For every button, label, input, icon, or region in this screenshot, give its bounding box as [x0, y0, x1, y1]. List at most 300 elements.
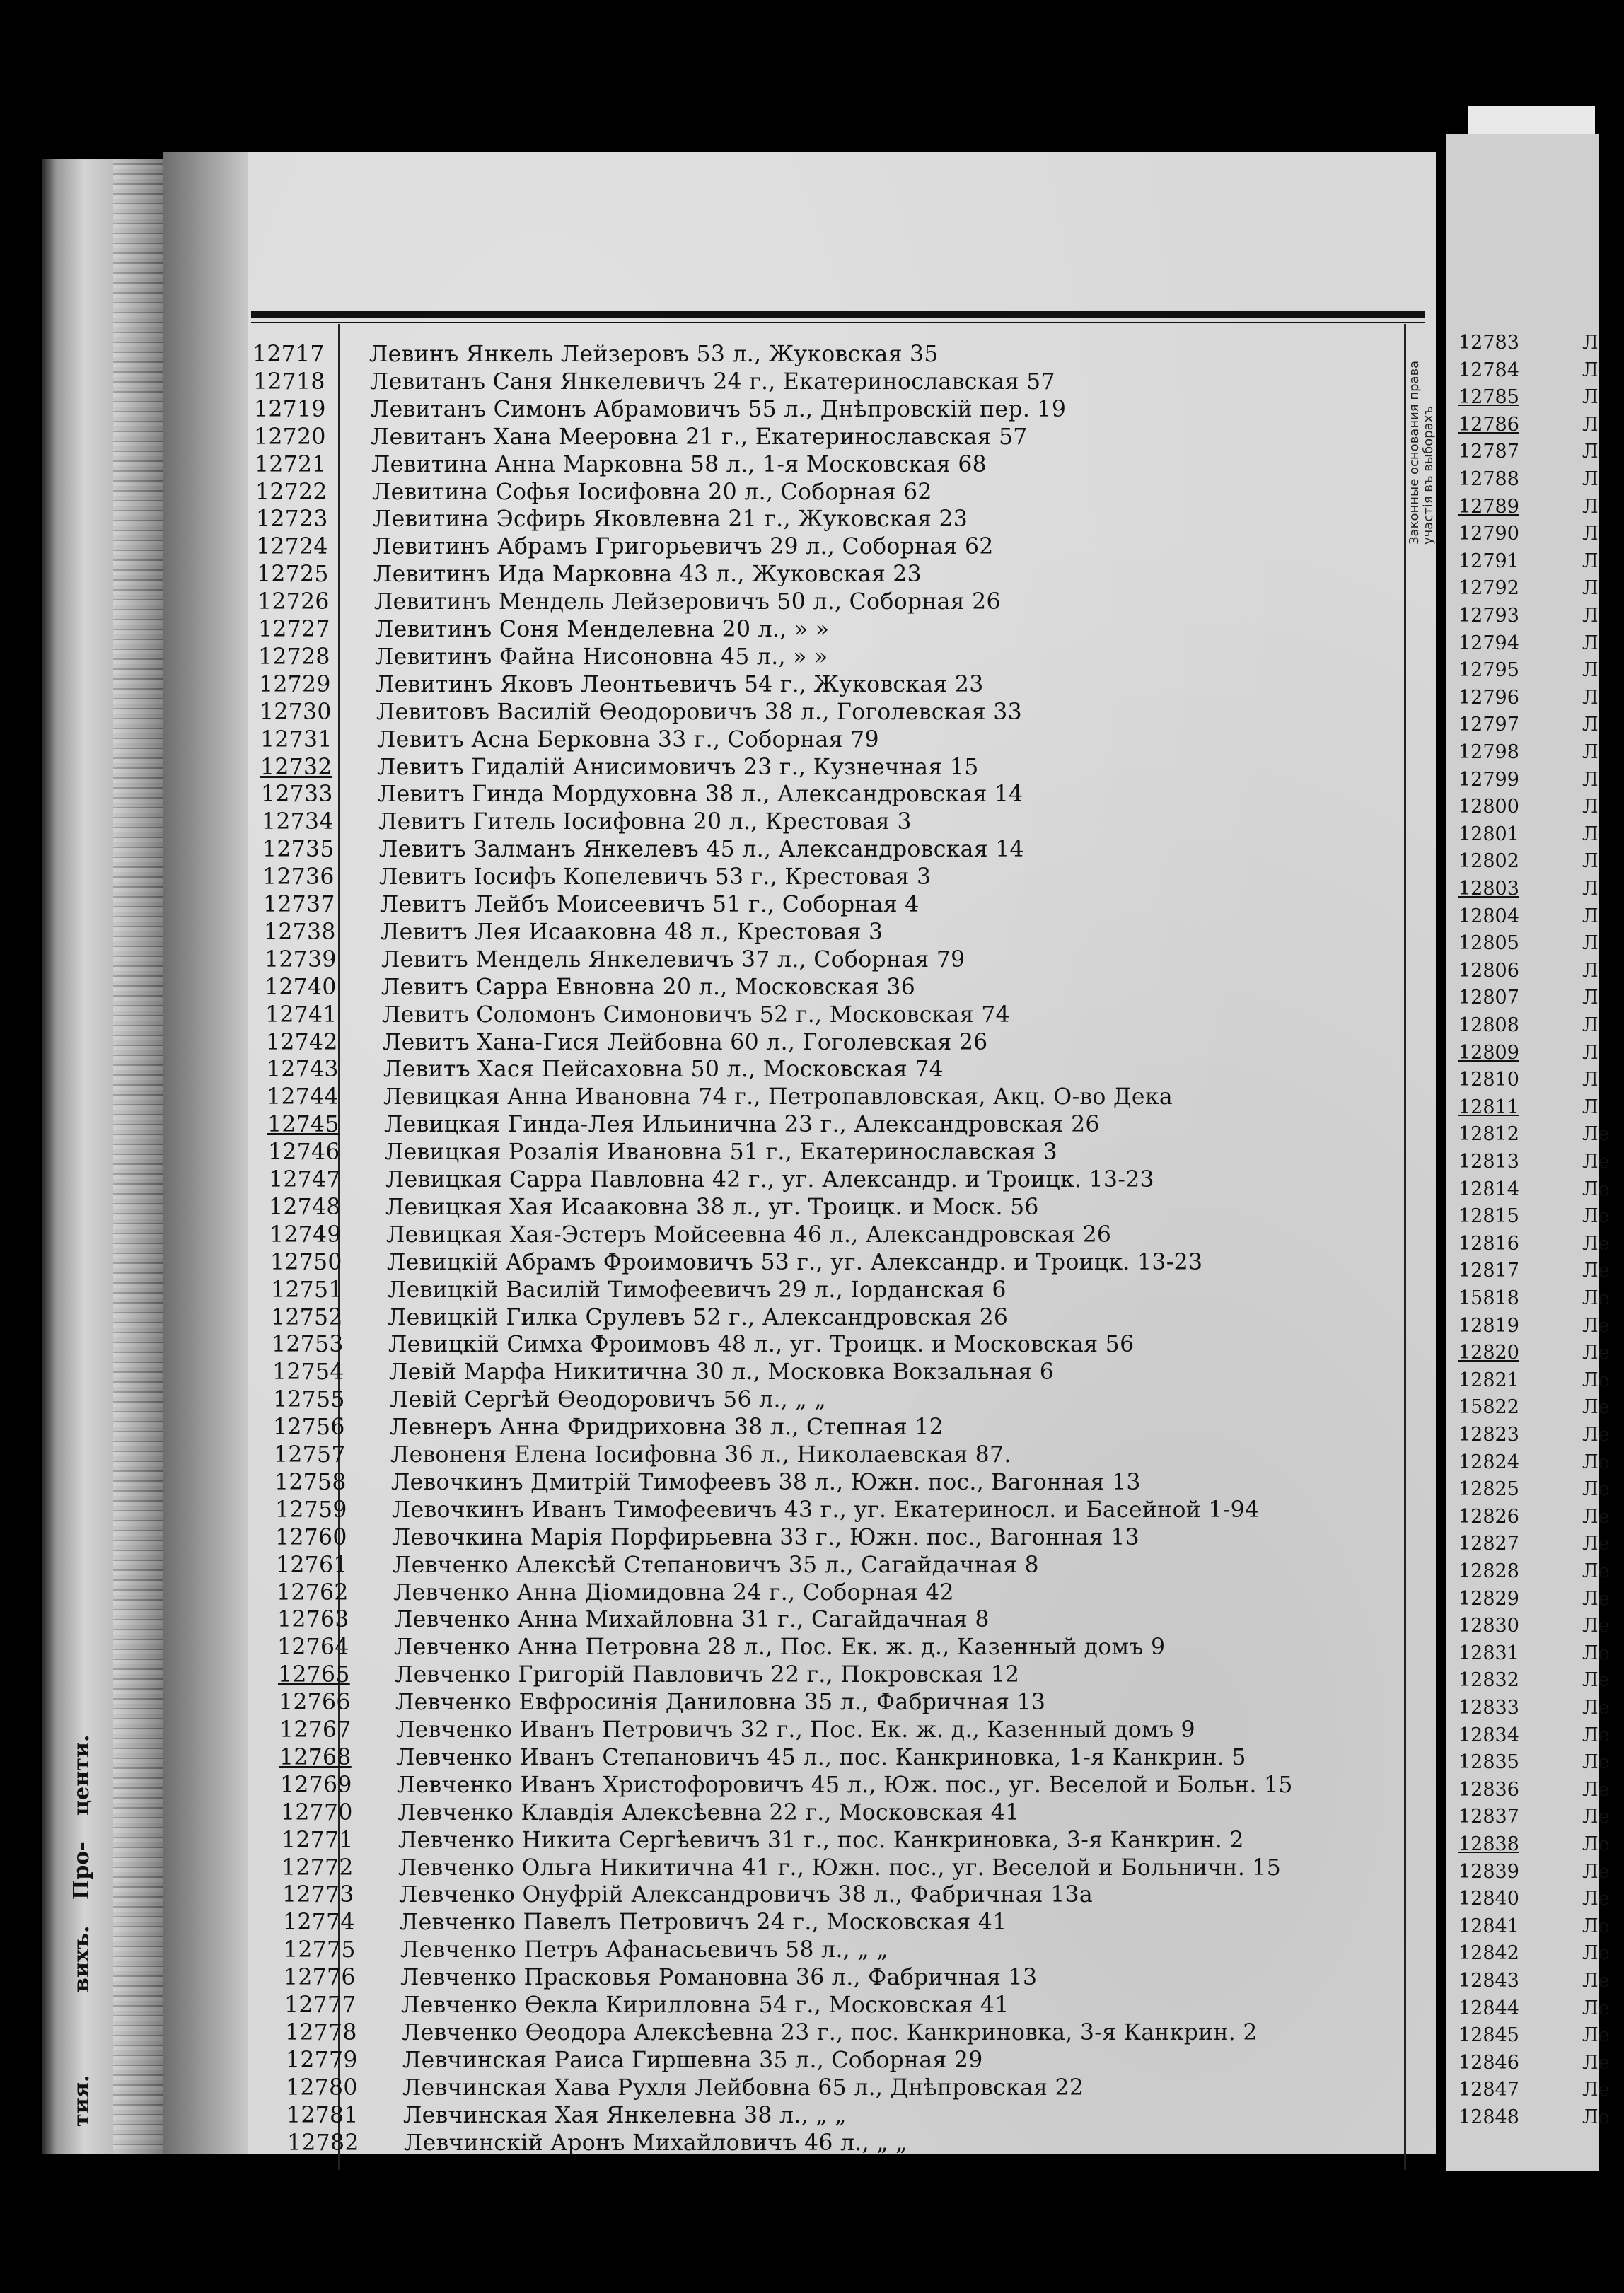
- facing-entry-text: Ле: [1582, 1724, 1610, 1746]
- facing-entry: [1458, 384, 1599, 410]
- facing-entry-text: Ле: [1582, 1287, 1610, 1309]
- entry-text: Левитанъ Хана Мееровна 21 г., Екатеринославская 57: [371, 424, 1028, 450]
- facing-entry-text: Ле: [1582, 1424, 1610, 1446]
- entry-number: 12780: [286, 2075, 358, 2101]
- header-rule-thin: [251, 322, 1425, 323]
- facing-entry: [1458, 1613, 1610, 1639]
- entry-text: Левитъ Мендель Янкелевичъ 37 л., Соборная 79: [381, 947, 965, 973]
- facing-entry-number: 12840: [1458, 1888, 1519, 1910]
- facing-entry: [1458, 1504, 1610, 1530]
- entry-number: 12748: [269, 1195, 341, 1220]
- entry-text: Левченко Прасковья Романовна 36 л., Фабричная 13: [400, 1965, 1038, 1990]
- facing-entry-text: Ле: [1582, 1369, 1610, 1391]
- facing-entry-number: 12846: [1458, 2052, 1519, 2074]
- facing-entry-number: 12803: [1458, 878, 1519, 900]
- entry-number: 12718: [253, 369, 325, 395]
- facing-entry: [1458, 630, 1599, 656]
- facing-entry-text: Ле: [1582, 2024, 1610, 2046]
- facing-entry: [1458, 330, 1599, 356]
- facing-entry-number: 12830: [1458, 1615, 1519, 1637]
- facing-entry-text: Ле: [1582, 1560, 1610, 1582]
- entry-number: 12768: [279, 1745, 352, 1770]
- facing-entry-text: Ле: [1582, 1888, 1610, 1910]
- entry-text: Левченко Ѳеодора Алексѣевна 23 г., пос. Канкриновка, 3-я Канкрин. 2: [402, 2020, 1258, 2045]
- facing-entry-number: 12810: [1458, 1069, 1519, 1091]
- facing-entry-text: Ле: [1582, 1942, 1610, 1964]
- facing-entry-number: 12805: [1458, 932, 1519, 954]
- entry-text: Левочкинъ Дмитрій Тимофеевъ 38 л., Южн. пос., Вагонная 13: [391, 1470, 1141, 1495]
- facing-entry-number: 12786: [1458, 414, 1519, 436]
- facing-entry: [1458, 1313, 1610, 1339]
- entry-number: 12755: [273, 1387, 345, 1412]
- facing-entry-text: Л: [1582, 632, 1599, 654]
- entry-number: 12778: [285, 2020, 357, 2045]
- entry-number: 12720: [254, 424, 326, 450]
- entry-number: 12781: [286, 2103, 359, 2128]
- facing-entry-text: Ле: [1582, 1451, 1610, 1473]
- entry-number: 12727: [258, 617, 330, 642]
- facing-entry-number: 12787: [1458, 441, 1519, 463]
- entry-number: 12776: [284, 1965, 356, 1990]
- facing-entry-number: 12838: [1458, 1833, 1519, 1855]
- entry-text: Левитъ Хана-Гися Лейбовна 60 л., Гоголевская 26: [383, 1030, 988, 1055]
- facing-entry: [1458, 1558, 1610, 1584]
- page-edges: [113, 159, 163, 2154]
- facing-entry: [1458, 876, 1599, 902]
- facing-entry: [1458, 1394, 1610, 1420]
- entry-text: Левитъ Залманъ Янкелевъ 45 л., Александровская 14: [379, 837, 1024, 862]
- facing-entry-number: 12792: [1458, 577, 1519, 599]
- entry-text: Левитинъ Файна Нисоновна 45 л., » »: [375, 644, 828, 670]
- entry-text: Левитина Анна Марковна 58 л., 1-я Московская 68: [371, 452, 987, 477]
- margin-column-divider: [1404, 324, 1406, 2170]
- entry-text: Левитина Эсфирь Яковлевна 21 г., Жуковская 23: [373, 506, 968, 532]
- facing-entry-number: 12801: [1458, 823, 1519, 845]
- entry-number: 12752: [271, 1305, 343, 1330]
- facing-entry: [1458, 521, 1599, 547]
- entry-number: 12774: [283, 1910, 355, 1935]
- facing-entry-text: Ле: [1582, 1233, 1610, 1255]
- facing-entry: [1458, 930, 1599, 956]
- facing-entry: [1458, 603, 1599, 629]
- entry-number: 12736: [262, 864, 335, 890]
- facing-entry-text: Ле: [1582, 1260, 1610, 1282]
- entry-number: 12750: [270, 1250, 342, 1275]
- facing-entry-number: 12804: [1458, 905, 1519, 927]
- entry-text: Левитанъ Симонъ Абрамовичъ 55 л., Днѣпровскій пер. 19: [371, 397, 1067, 422]
- facing-entry-text: Ле: [1582, 1315, 1610, 1337]
- entry-number: 12753: [272, 1332, 344, 1357]
- facing-entry: [1458, 794, 1599, 820]
- facing-entry: [1458, 821, 1599, 847]
- facing-entry-number: 12816: [1458, 1233, 1519, 1255]
- facing-entry-text: Л: [1582, 987, 1599, 1009]
- facing-entry-text: Ле: [1582, 1588, 1610, 1610]
- entry-text: Левченко Иванъ Христофоровичъ 45 л., Юж. пос., уг. Веселой и Больн. 15: [397, 1772, 1293, 1798]
- spine-label: вихъ.: [69, 1925, 94, 1993]
- facing-entry-number: 12828: [1458, 1560, 1519, 1582]
- facing-entry-text: Ле: [1582, 1861, 1610, 1883]
- facing-entry-number: 12796: [1458, 687, 1519, 709]
- entry-number: 12724: [256, 534, 328, 559]
- facing-entry: [1458, 1285, 1610, 1311]
- entry-number: 12751: [271, 1277, 343, 1303]
- facing-entry-number: 12812: [1458, 1123, 1519, 1145]
- facing-entry-text: Ле: [1582, 1697, 1610, 1719]
- facing-entry-number: 12789: [1458, 496, 1519, 518]
- facing-entry: [1458, 1722, 1610, 1748]
- entry-text: Левитанъ Саня Янкелевичъ 24 г., Екатеринославская 57: [370, 369, 1055, 395]
- entry-text: Левицкій Василій Тимофеевичъ 29 л., Іорданская 6: [388, 1277, 1007, 1303]
- entry-text: Левій Сергѣй Ѳеодоровичъ 56 л., „ „: [390, 1387, 826, 1412]
- entry-text: Левченко Иванъ Петровичъ 32 г., Пос. Ек. ж. д., Казенный домъ 9: [396, 1717, 1195, 1743]
- facing-entry-text: Л: [1582, 468, 1599, 490]
- facing-entry: [1458, 958, 1599, 984]
- entry-text: Левитинъ Абрамъ Григорьевичъ 29 л., Соборная 62: [373, 534, 994, 559]
- entry-number: 12773: [282, 1882, 354, 1908]
- entry-text: Левчинская Хава Рухля Лейбовна 65 л., Днѣпровская 22: [402, 2075, 1084, 2101]
- facing-entry-number: 12797: [1458, 714, 1519, 736]
- facing-entry-number: 12829: [1458, 1588, 1519, 1610]
- entry-text: Левитинъ Яковъ Леонтьевичъ 54 г., Жуковская 23: [376, 672, 984, 697]
- facing-entry-text: Ле: [1582, 1833, 1610, 1855]
- facing-entry-number: 12802: [1458, 850, 1519, 872]
- entry-text: Левчинскій Аронъ Михайловичъ 46 л., „ „: [404, 2130, 907, 2156]
- entry-text: Левченко Григорій Павловичъ 22 г., Покровская 12: [395, 1662, 1020, 1688]
- facing-entry-text: Ле: [1582, 1970, 1610, 1992]
- facing-entry-number: 12821: [1458, 1369, 1519, 1391]
- facing-entry: [1458, 1340, 1610, 1366]
- entry-text: Левитъ Сарра Евновна 20 л., Московская 36: [381, 975, 916, 1000]
- entry-number: 12763: [277, 1607, 349, 1632]
- facing-entry-number: 12820: [1458, 1342, 1519, 1364]
- spine-label: тия.: [69, 2074, 94, 2127]
- facing-entry-text: Ле: [1582, 1615, 1610, 1637]
- entry-number: 12735: [262, 837, 335, 862]
- facing-entry: [1458, 1913, 1610, 1939]
- facing-entry: [1458, 1121, 1610, 1147]
- facing-entry-text: Л: [1582, 386, 1599, 408]
- facing-entry-text: Л: [1582, 550, 1599, 572]
- facing-entry-text: Л: [1582, 659, 1599, 681]
- facing-entry-text: Л: [1582, 414, 1599, 436]
- entry-text: Левченко Иванъ Степановичъ 45 л., пос. Канкриновка, 1-я Канкрин. 5: [396, 1745, 1246, 1770]
- facing-entry-number: 12835: [1458, 1751, 1519, 1773]
- entry-number: 12770: [281, 1800, 353, 1825]
- entry-text: Левицкая Розалія Ивановна 51 г., Екатеринославская 3: [385, 1139, 1057, 1165]
- facing-entry: [1458, 1367, 1610, 1393]
- entry-text: Левченко Ѳекла Кирилловна 54 г., Московская 41: [401, 1992, 1009, 2018]
- facing-entry: [1458, 712, 1599, 738]
- entry-text: Левченко Петръ Афанасьевичъ 58 л., „ „: [400, 1937, 888, 1963]
- facing-entry: [1458, 412, 1599, 438]
- entry-text: Левченко Клавдія Алексѣевна 22 г., Московская 41: [398, 1800, 1020, 1825]
- facing-entry-text: Ле: [1582, 1151, 1610, 1173]
- facing-entry-text: Ле: [1582, 1342, 1610, 1364]
- entry-text: Левитъ Іосифъ Копелевичъ 53 г., Крестовая 3: [379, 864, 932, 890]
- margin-column-heading: Законные основания права участія въ выборахъ: [1407, 360, 1436, 545]
- facing-entry-text: Л: [1582, 496, 1599, 518]
- facing-entry-number: 15822: [1458, 1396, 1519, 1418]
- facing-entry: [1458, 1094, 1599, 1120]
- facing-entry-text: Л: [1582, 1014, 1599, 1036]
- facing-entry-text: Ле: [1582, 1806, 1610, 1828]
- facing-entry-text: Л: [1582, 605, 1599, 627]
- facing-entry-number: 12827: [1458, 1533, 1519, 1555]
- facing-entry: [1458, 1203, 1610, 1229]
- facing-entry-number: 12790: [1458, 523, 1519, 545]
- entry-text: Левченко Никита Сергѣевичъ 31 г., пос. Канкриновка, 3-я Канкрин. 2: [398, 1828, 1244, 1853]
- entry-text: Левитинъ Соня Менделевна 20 л., » »: [375, 617, 830, 642]
- facing-entry: [1458, 494, 1599, 520]
- entry-number: 12772: [282, 1855, 354, 1881]
- facing-entry-text: Л: [1582, 1096, 1599, 1118]
- entry-text: Левицкая Гинда-Лея Ильинична 23 г., Александровская 26: [384, 1112, 1100, 1137]
- facing-entry: [1458, 1695, 1610, 1721]
- facing-entry-number: 12807: [1458, 987, 1519, 1009]
- facing-entry: [1458, 1422, 1610, 1448]
- facing-entry: [1458, 1777, 1610, 1803]
- facing-entry-number: 12793: [1458, 605, 1519, 627]
- entry-text: Левченко Евфросинія Даниловна 35 л., Фабричная 13: [395, 1690, 1046, 1715]
- entry-text: Левочкинъ Иванъ Тимофеевичъ 43 г., уг. Екатериносл. и Басейной 1-94: [392, 1497, 1260, 1523]
- entry-text: Левченко Онуфрій Александровичъ 38 л., Фабричная 13а: [399, 1882, 1093, 1908]
- entry-text: Левченко Ольга Никитична 41 г., Южн. пос., уг. Веселой и Больничн. 15: [398, 1855, 1282, 1881]
- entry-number: 12744: [267, 1084, 339, 1110]
- facing-entry-number: 12813: [1458, 1151, 1519, 1173]
- facing-entry-text: Л: [1582, 1069, 1599, 1091]
- facing-entry-number: 12825: [1458, 1478, 1519, 1500]
- entry-number: 12758: [274, 1470, 347, 1495]
- facing-entry-text: Ле: [1582, 1178, 1610, 1200]
- entry-number: 12769: [280, 1772, 352, 1798]
- facing-entry-number: 12833: [1458, 1697, 1519, 1719]
- facing-entry-text: Л: [1582, 523, 1599, 545]
- entry-number: 12725: [257, 562, 329, 587]
- facing-entry-text: Л: [1582, 687, 1599, 709]
- facing-entry-text: Ле: [1582, 2079, 1610, 2101]
- facing-entry: [1458, 1231, 1610, 1257]
- facing-entry: [1458, 357, 1599, 383]
- facing-entry: [1458, 1258, 1610, 1284]
- facing-entry-number: 12834: [1458, 1724, 1519, 1746]
- facing-entry-number: 12845: [1458, 2024, 1519, 2046]
- entry-text: Левитъ Лейбъ Моисеевичъ 51 г., Соборная 4: [380, 892, 920, 917]
- entry-text: Левченко Павелъ Петровичъ 24 г., Московская 41: [400, 1910, 1007, 1935]
- facing-entry: [1458, 848, 1599, 874]
- facing-entry-text: Ле: [1582, 1533, 1610, 1555]
- facing-entry: [1458, 2104, 1610, 2130]
- entry-number: 12717: [253, 342, 325, 367]
- entry-text: Левченко Анна Михайловна 31 г., Сагайдачная 8: [394, 1607, 990, 1632]
- facing-entry: [1458, 466, 1599, 492]
- facing-entry: [1458, 1749, 1610, 1775]
- entry-text: Левицкій Симха Фроимовъ 48 л., уг. Троицк. и Московская 56: [388, 1332, 1135, 1357]
- facing-entry-number: 12798: [1458, 741, 1519, 763]
- entry-text: Левчинская Хая Янкелевна 38 л., „ „: [403, 2103, 847, 2128]
- facing-entry-number: 12815: [1458, 1205, 1519, 1227]
- facing-entry-text: Л: [1582, 714, 1599, 736]
- entry-text: Левитъ Гитель Іосифовна 20 л., Крестовая 3: [378, 809, 912, 835]
- facing-entry-number: 12823: [1458, 1424, 1519, 1446]
- facing-entry-number: 12831: [1458, 1642, 1519, 1664]
- entry-number: 12766: [279, 1690, 351, 1715]
- entry-number: 12738: [264, 919, 336, 945]
- entry-number: 12775: [284, 1937, 356, 1963]
- facing-entry-number: 15818: [1458, 1287, 1519, 1309]
- entry-number: 12757: [274, 1442, 346, 1468]
- facing-entry: [1458, 1067, 1599, 1093]
- entry-number: 12721: [255, 452, 327, 477]
- facing-entry: [1458, 1886, 1610, 1912]
- page-gutter-shadow: [163, 152, 248, 2154]
- facing-entry: [1458, 1831, 1610, 1857]
- entry-number: 12761: [276, 1552, 348, 1578]
- facing-entry: [1458, 1940, 1610, 1966]
- entry-text: Левитовъ Василій Ѳеодоровичъ 38 л., Гоголевская 33: [376, 699, 1022, 725]
- facing-entry-text: Ле: [1582, 2106, 1610, 2128]
- entry-text: Левоненя Елена Іосифовна 36 л., Николаевская 87.: [390, 1442, 1011, 1468]
- facing-entry-text: Ле: [1582, 1779, 1610, 1801]
- facing-entry-number: 12814: [1458, 1178, 1519, 1200]
- facing-entry-number: 12832: [1458, 1669, 1519, 1691]
- entry-number: 12726: [257, 589, 330, 615]
- facing-entry-text: Л: [1582, 960, 1599, 982]
- facing-entry-number: 12826: [1458, 1506, 1519, 1528]
- facing-entry-number: 12837: [1458, 1806, 1519, 1828]
- entry-text: Левицкая Хая-Эстеръ Мойсеевна 46 л., Александровская 26: [386, 1222, 1112, 1248]
- entry-text: Левинъ Янкель Лейзеровъ 53 л., Жуковская 35: [369, 342, 939, 367]
- entry-number: 12747: [269, 1167, 341, 1192]
- facing-entry: [1458, 657, 1599, 683]
- entry-number: 12741: [265, 1002, 337, 1028]
- facing-entry: [1458, 903, 1599, 929]
- facing-entry: [1458, 1859, 1610, 1885]
- entry-number: 12730: [260, 699, 332, 725]
- facing-entry-text: Ле: [1582, 1506, 1610, 1528]
- entry-text: Левчинская Раиса Гиршевна 35 л., Соборная 29: [402, 2048, 983, 2073]
- entry-text: Левицкій Гилка Срулевъ 52 г., Александровская 26: [388, 1305, 1009, 1330]
- entry-text: Левицкая Сарра Павловна 42 г., уг. Александр. и Троицк. 13-23: [385, 1167, 1154, 1192]
- entry-number: 12728: [258, 644, 330, 670]
- entry-text: Левицкій Абрамъ Фроимовичъ 53 г., уг. Александр. и Троицк. 13-23: [387, 1250, 1203, 1275]
- facing-entry: [1458, 2050, 1610, 2076]
- entry-text: Левитъ Соломонъ Симоновичъ 52 г., Московская 74: [382, 1002, 1010, 1028]
- entry-number: 12734: [262, 809, 334, 835]
- facing-entry-number: 12783: [1458, 332, 1519, 354]
- entry-number: 12742: [266, 1030, 338, 1055]
- entry-text: Левитъ Асна Берковна 33 г., Соборная 79: [377, 727, 879, 753]
- entry-text: Левитинъ Ида Марковна 43 л., Жуковская 23: [373, 562, 922, 587]
- facing-entry-number: 12848: [1458, 2106, 1519, 2128]
- entry-number: 12782: [287, 2130, 359, 2156]
- entry-number: 12754: [272, 1359, 344, 1385]
- entry-number: 12779: [286, 2048, 358, 2073]
- facing-entry-text: Ле: [1582, 1478, 1610, 1500]
- entry-number: 12765: [278, 1662, 350, 1688]
- facing-entry: [1458, 1449, 1610, 1475]
- facing-entry-text: Ле: [1582, 1997, 1610, 2019]
- entry-number: 12762: [277, 1580, 349, 1606]
- facing-entry: [1458, 439, 1599, 465]
- facing-entry-text: Л: [1582, 878, 1599, 900]
- facing-entry-text: Л: [1582, 850, 1599, 872]
- entry-text: Левицкая Анна Ивановна 74 г., Петропавловская, Акц. О-во Дека: [383, 1084, 1173, 1110]
- facing-entry-text: Л: [1582, 1042, 1599, 1064]
- facing-entry: [1458, 575, 1599, 601]
- facing-entry-number: 12794: [1458, 632, 1519, 654]
- facing-entry-text: Ле: [1582, 1915, 1610, 1937]
- facing-entry-number: 12844: [1458, 1997, 1519, 2019]
- entry-text: Левицкая Хая Исааковна 38 л., уг. Троицк. и Моск. 56: [385, 1195, 1039, 1220]
- facing-entry-text: Л: [1582, 769, 1599, 791]
- entry-number: 12739: [265, 947, 337, 973]
- facing-entry: [1458, 1640, 1610, 1666]
- facing-entry: [1458, 548, 1599, 574]
- facing-entry-text: Л: [1582, 905, 1599, 927]
- facing-entry: [1458, 685, 1599, 711]
- facing-entry: [1458, 767, 1599, 793]
- facing-entry-number: 12841: [1458, 1915, 1519, 1937]
- entry-number: 12756: [273, 1415, 345, 1440]
- facing-entry: [1458, 1995, 1610, 2021]
- facing-entry-text: Ле: [1582, 2052, 1610, 2074]
- entry-number: 12749: [269, 1222, 342, 1248]
- entry-text: Левитъ Гинда Мордуховна 38 л., Александровская 14: [378, 782, 1023, 807]
- entry-number: 12760: [275, 1525, 347, 1550]
- facing-entry-text: Л: [1582, 823, 1599, 845]
- facing-entry: [1458, 2077, 1610, 2103]
- entry-number: 12759: [275, 1497, 347, 1523]
- entry-text: Левитинъ Мендель Лейзеровичъ 50 л., Соборная 26: [374, 589, 1001, 615]
- facing-entry-number: 12811: [1458, 1096, 1519, 1118]
- entry-text: Левнеръ Анна Фридриховна 38 л., Степная 12: [390, 1415, 944, 1440]
- entry-number: 12733: [261, 782, 333, 807]
- facing-entry: [1458, 1531, 1610, 1557]
- facing-entry-number: 12784: [1458, 359, 1519, 381]
- entry-number: 12767: [279, 1717, 352, 1743]
- entry-number: 12737: [263, 892, 335, 917]
- spine-label: центи.: [69, 1734, 94, 1816]
- facing-entry-text: Ле: [1582, 1205, 1610, 1227]
- entry-number: 12723: [256, 506, 328, 532]
- entry-number: 12740: [265, 975, 337, 1000]
- facing-entry-text: Л: [1582, 577, 1599, 599]
- entry-text: Левій Марфа Никитична 30 л., Московка Вокзальная 6: [389, 1359, 1055, 1385]
- facing-entry-number: 12791: [1458, 550, 1519, 572]
- facing-entry: [1458, 985, 1599, 1011]
- entry-text: Левитина Софья Іосифовна 20 л., Соборная 62: [372, 480, 932, 505]
- facing-entry-text: Ле: [1582, 1751, 1610, 1773]
- facing-entry-number: 12836: [1458, 1779, 1519, 1801]
- entry-number: 12732: [260, 755, 332, 780]
- entry-number: 12771: [282, 1828, 354, 1853]
- facing-entry: [1458, 2022, 1610, 2048]
- facing-entry-text: Л: [1582, 441, 1599, 463]
- facing-entry-text: Ле: [1582, 1642, 1610, 1664]
- facing-entry-number: 12795: [1458, 659, 1519, 681]
- facing-entry-number: 12806: [1458, 960, 1519, 982]
- entry-number: 12719: [254, 397, 326, 422]
- entry-number: 12746: [268, 1139, 340, 1165]
- entry-text: Левченко Алексѣй Степановичъ 35 л., Сагайдачная 8: [393, 1552, 1039, 1578]
- facing-entry-number: 12799: [1458, 769, 1519, 791]
- entry-number: 12745: [267, 1112, 340, 1137]
- facing-entry-text: Л: [1582, 796, 1599, 818]
- facing-entry-text: Л: [1582, 741, 1599, 763]
- facing-entry-text: Ле: [1582, 1669, 1610, 1691]
- entry-number: 12731: [260, 727, 332, 753]
